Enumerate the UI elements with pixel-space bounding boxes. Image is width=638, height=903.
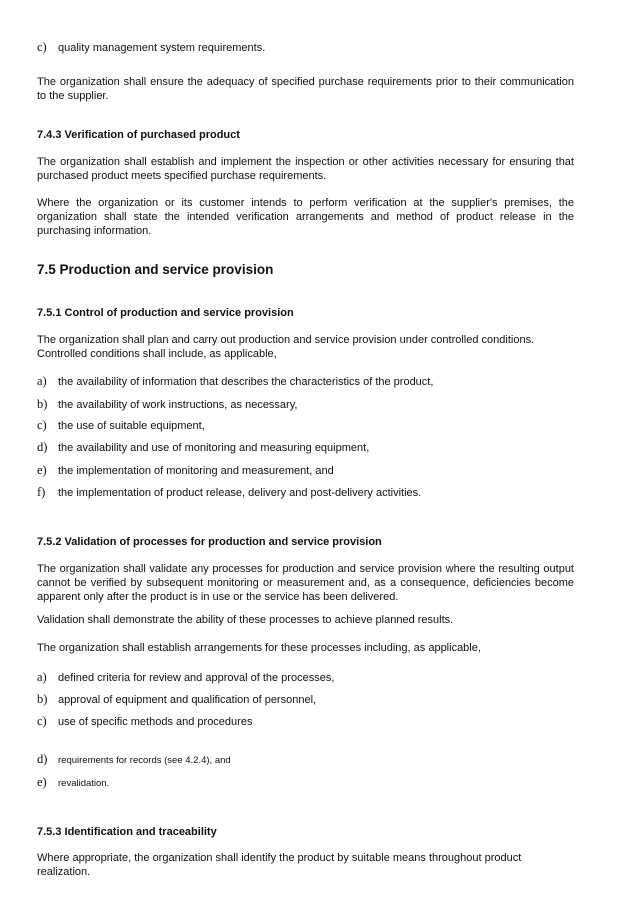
list-text: approval of equipment and qualification of personnel, <box>58 694 317 706</box>
section-heading-7-5: 7.5 Production and service provision <box>37 262 274 277</box>
list-item <box>37 775 109 791</box>
paragraph: The organization shall ensure the adequacy of specified purchase requirements prior to their communication to the supplier. <box>37 76 574 102</box>
paragraph: The organization shall establish arrangements for these processes including, as applicable, <box>37 642 481 654</box>
list-item <box>37 670 334 685</box>
list-text: the availability of work instructions, as necessary, <box>58 399 298 411</box>
list-item <box>37 714 252 729</box>
list-marker: d) <box>37 752 48 766</box>
paragraph: Where appropriate, the organization shall identify the product by suitable means throughout product realization. <box>37 852 522 878</box>
list-marker: d) <box>37 440 48 454</box>
list-marker: c) <box>37 714 47 728</box>
list-text: quality management system requirements. <box>58 42 266 54</box>
paragraph <box>37 333 574 361</box>
paragraph-line: The organization shall plan and carry out production and service provision under controlled conditions. <box>37 334 535 346</box>
paragraph: Validation shall demonstrate the ability of these processes to achieve planned results. <box>37 614 454 626</box>
paragraph: The organization shall validate any processes for production and service provision where the resulting output cannot be verified by subsequent monitoring or measurement and, as a consequence, deficiencies become apparent only after the product is in use or the service has been delivered. <box>37 563 574 603</box>
list-marker: c) <box>37 40 47 54</box>
section-heading-7-4-3: 7.4.3 Verification of purchased product <box>37 129 240 141</box>
list-item <box>37 40 265 55</box>
list-item <box>37 374 433 389</box>
list-text: revalidation. <box>58 778 110 789</box>
list-text: the availability and use of monitoring and measuring equipment, <box>58 442 370 454</box>
list-item <box>37 485 421 500</box>
paragraph: Where the organization or its customer intends to perform verification at the supplier's premises, the organization shall state the intended verification arrangements and method of product release in the purchasing information. <box>37 197 574 237</box>
list-item <box>37 463 334 478</box>
list-text: requirements for records (see 4.2.4), and <box>58 755 231 766</box>
section-heading-7-5-1: 7.5.1 Control of production and service provision <box>37 307 294 319</box>
list-marker: b) <box>37 692 48 706</box>
list-text: the use of suitable equipment, <box>58 420 205 432</box>
list-text: use of specific methods and procedures <box>58 716 253 728</box>
list-item <box>37 440 369 455</box>
list-marker: b) <box>37 397 48 411</box>
list-text: defined criteria for review and approval of the processes, <box>58 672 335 684</box>
list-marker: e) <box>37 463 47 477</box>
list-marker: e) <box>37 775 47 789</box>
list-marker: f) <box>37 485 46 499</box>
list-text: the implementation of monitoring and measurement, and <box>58 465 334 477</box>
paragraph: The organization shall establish and implement the inspection or other activities necessary for ensuring that purchased product meets specified purchase requirements. <box>37 156 574 182</box>
section-heading-7-5-3: 7.5.3 Identification and traceability <box>37 826 217 838</box>
list-marker: a) <box>37 670 47 684</box>
paragraph-line: Controlled conditions shall include, as applicable, <box>37 348 277 360</box>
list-marker: a) <box>37 374 47 388</box>
list-item <box>37 418 205 433</box>
list-text: the availability of information that describes the characteristics of the product, <box>58 376 434 388</box>
list-item <box>37 692 316 707</box>
list-item <box>37 397 297 412</box>
list-item <box>37 752 231 768</box>
list-text: the implementation of product release, delivery and post-delivery activities. <box>58 487 422 499</box>
section-heading-7-5-2: 7.5.2 Validation of processes for production and service provision <box>37 536 382 548</box>
list-marker: c) <box>37 418 47 432</box>
